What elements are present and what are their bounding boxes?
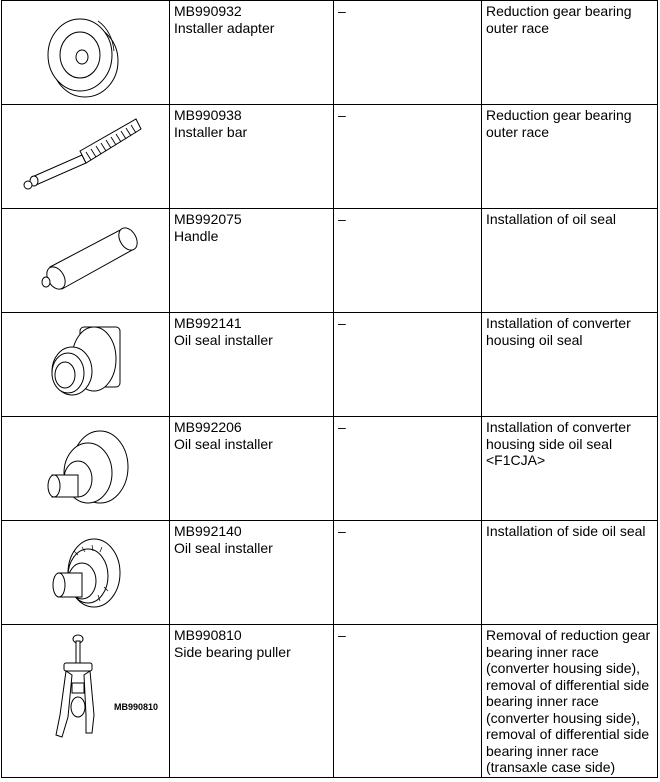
tool-name: Installer adapter [174, 19, 275, 36]
application-cell [482, 313, 658, 417]
tool-number: MB990932 [174, 3, 242, 19]
tool-number: MB990810 [174, 627, 242, 643]
tool-number-cell [170, 313, 334, 417]
tool-name: Oil seal installer [174, 331, 273, 348]
supersession-value: – [338, 3, 346, 19]
application-cell [482, 417, 658, 521]
supersession-cell [334, 105, 482, 209]
application-text: Installation of converter housing side oil seal <F1CJA> [486, 419, 631, 468]
tool-number-cell [170, 521, 334, 625]
installer-adapter-icon [2, 1, 169, 104]
supersession-value: – [338, 627, 346, 643]
table-row [2, 313, 658, 417]
tool-number-cell [170, 105, 334, 209]
side-bearing-puller-icon [2, 625, 169, 777]
application-text: Installation of side oil seal [486, 523, 646, 539]
tool-name: Oil seal installer [174, 539, 273, 556]
tool-name: Installer bar [174, 123, 248, 140]
supersession-cell [334, 521, 482, 625]
supersession-value: – [338, 315, 346, 331]
tool-number-cell [170, 417, 334, 521]
application-text: Reduction gear bearing outer race [486, 3, 632, 36]
table-row [2, 1, 658, 105]
supersession-value: – [338, 523, 346, 539]
tool-number-cell [170, 1, 334, 105]
tool-number: MB992206 [174, 419, 242, 435]
tool-number: MB992141 [174, 315, 242, 331]
tool-number: MB992140 [174, 523, 242, 539]
supersession-cell [334, 417, 482, 521]
supersession-cell [334, 313, 482, 417]
supersession-value: – [338, 107, 346, 123]
special-tools-table [1, 0, 658, 778]
application-cell [482, 1, 658, 105]
application-cell [482, 105, 658, 209]
application-text: Reduction gear bearing outer race [486, 107, 632, 140]
oil-seal-installer-bearing-icon [2, 521, 169, 624]
tool-image-cell [2, 1, 170, 105]
table-row [2, 521, 658, 625]
tool-image-cell [2, 625, 170, 778]
tool-number: MB990938 [174, 107, 242, 123]
oil-seal-installer-stepped-icon [2, 417, 169, 520]
application-text: Installation of converter housing oil seal [486, 315, 631, 348]
tool-image-cell [2, 105, 170, 209]
tool-number-cell [170, 625, 334, 778]
supersession-value: – [338, 211, 346, 227]
installer-bar-icon [2, 105, 169, 208]
tool-name: Side bearing puller [174, 643, 291, 660]
tool-image-caption: MB990810 [114, 702, 159, 712]
tool-name: Oil seal installer [174, 435, 273, 452]
application-text: Installation of oil seal [486, 211, 616, 227]
tool-image-cell [2, 313, 170, 417]
tool-name: Handle [174, 227, 219, 244]
supersession-cell [334, 209, 482, 313]
tool-image-cell [2, 417, 170, 521]
tool-number: MB992075 [174, 211, 242, 227]
supersession-cell [334, 625, 482, 778]
application-text: Removal of reduction gear bearing inner race (converter housing side), removal of differential side bearing inner race (converter housing side), removal of differential side bearing inner race (transaxle case side) [486, 627, 651, 775]
application-cell [482, 625, 658, 778]
table-row [2, 625, 658, 778]
handle-icon [2, 209, 169, 312]
supersession-value: – [338, 419, 346, 435]
tool-image-cell [2, 209, 170, 313]
table-row [2, 417, 658, 521]
application-cell [482, 209, 658, 313]
table-row [2, 209, 658, 313]
supersession-cell [334, 1, 482, 105]
tool-image-cell [2, 521, 170, 625]
oil-seal-installer-icon [2, 313, 169, 416]
table-row [2, 105, 658, 209]
application-cell [482, 521, 658, 625]
tool-number-cell [170, 209, 334, 313]
